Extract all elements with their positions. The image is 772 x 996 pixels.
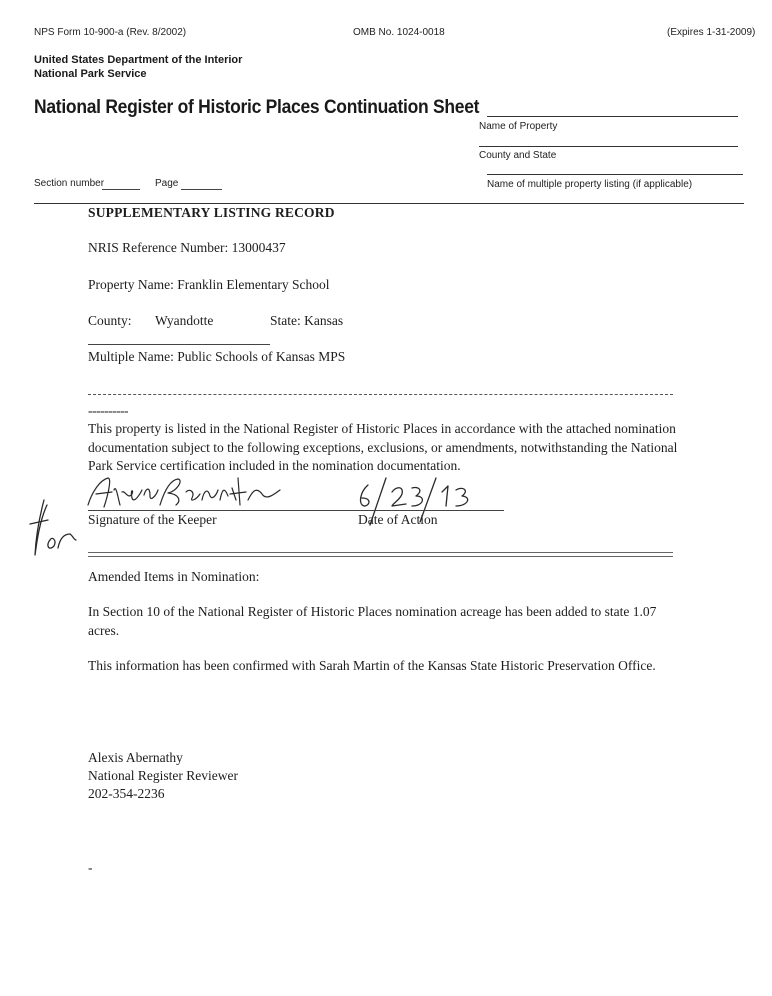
signature-label: Signature of the Keeper — [88, 512, 217, 527]
agency-department: United States Department of the Interior — [34, 54, 243, 66]
amendment-text: In Section 10 of the National Register of Historic Places nomination acreage has been added to state 1.07 acres. — [88, 604, 657, 638]
expiration-date: (Expires 1-31-2009) — [667, 27, 756, 38]
reviewer-phone: 202-354-2236 — [88, 786, 165, 801]
dashed-separator-tail: ---------- — [88, 403, 128, 418]
page-label: Page — [155, 178, 179, 189]
county-label: County: — [88, 313, 132, 328]
state-value: State: Kansas — [270, 313, 344, 328]
agency-service: National Park Service — [34, 68, 147, 80]
record-heading: SUPPLEMENTARY LISTING RECORD — [88, 205, 335, 220]
double-separator — [88, 552, 673, 557]
multiple-listing-label: Name of multiple property listing (if applicable) — [487, 179, 693, 190]
form-number: NPS Form 10-900-a (Rev. 8/2002) — [34, 27, 187, 38]
multiple-name: Multiple Name: Public Schools of Kansas MPS — [88, 349, 346, 364]
amended-heading: Amended Items in Nomination: — [88, 569, 260, 584]
county-value: Wyandotte — [155, 313, 214, 328]
footer-mark: - — [88, 860, 93, 875]
section-number-label: Section number — [34, 178, 105, 189]
listing-statement: This property is listed in the National Register of Historic Places in accordance with the attached nomination documentation subject to the following exceptions, exclusions, or amendments, notwithstanding the National Park Service certification included in the nomination documentation. — [88, 421, 678, 473]
property-name: Property Name: Franklin Elementary School — [88, 277, 330, 292]
omb-number: OMB No. 1024-0018 — [353, 27, 445, 38]
page-title: National Register of Historic Places Continuation Sheet — [34, 97, 480, 118]
county-state-label: County and State — [479, 150, 557, 161]
reviewer-title: National Register Reviewer — [88, 768, 238, 783]
signature-line — [88, 510, 504, 511]
confirmation-text: This information has been confirmed with Sarah Martin of the Kansas State Historic Preservation Office. — [88, 658, 656, 673]
date-label: Date of Action — [358, 512, 438, 527]
name-of-property-label: Name of Property — [479, 121, 558, 132]
nris-reference: NRIS Reference Number: 13000437 — [88, 240, 286, 255]
reviewer-name: Alexis Abernathy — [88, 750, 183, 765]
